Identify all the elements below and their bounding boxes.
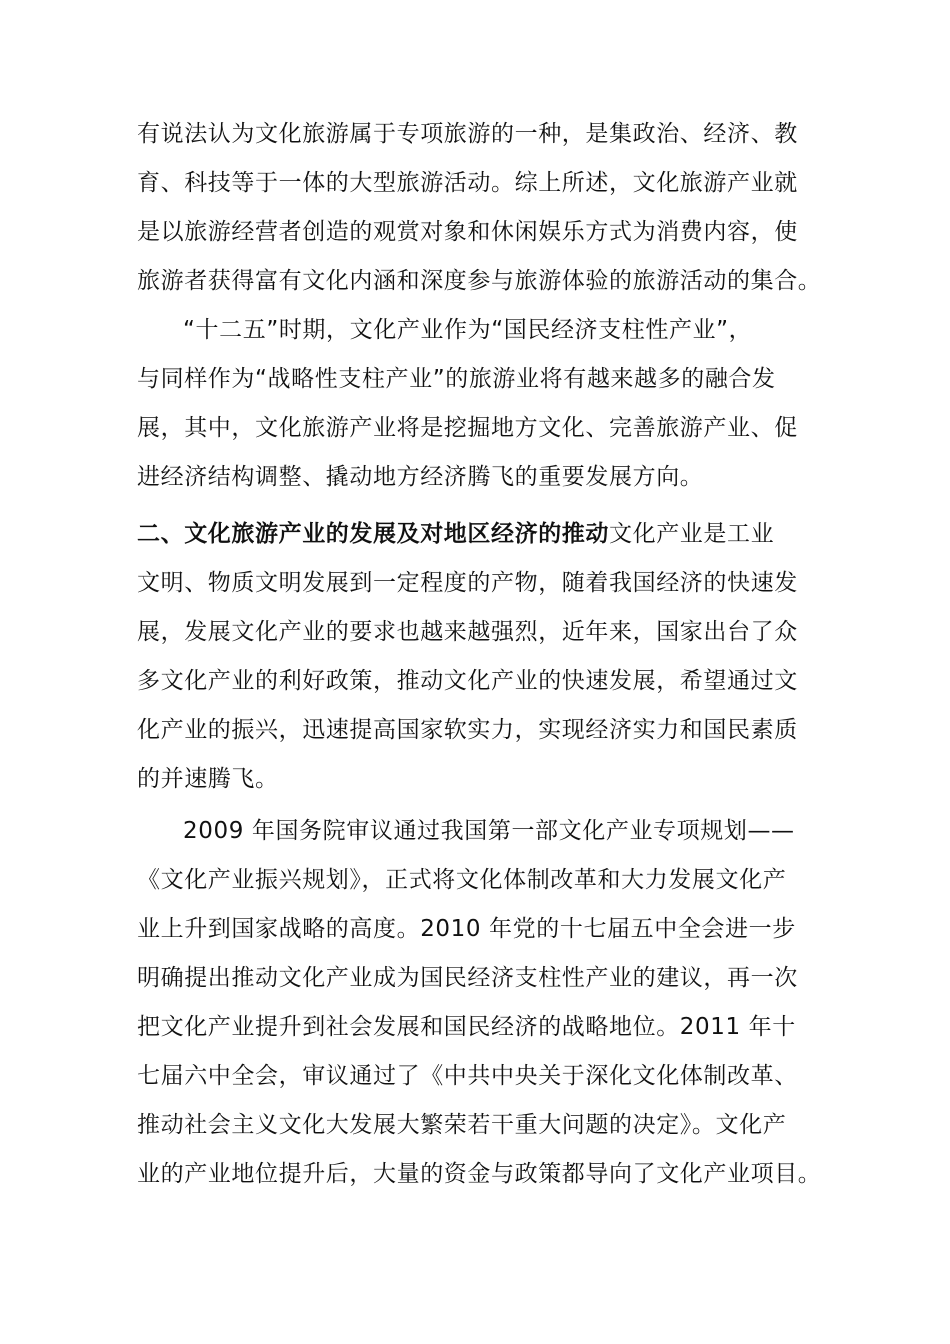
text-line <box>137 510 837 559</box>
text-line: 是以旅游经营者创造的观赏对象和休闲娱乐方式为消费内容，使 <box>137 219 798 245</box>
paragraph-twelfth-five-year <box>137 306 837 502</box>
paragraph-section-two <box>137 510 837 804</box>
paragraph-policy-history <box>137 807 837 1199</box>
text-line: 文明、物质文明发展到一定程度的产物，随着我国经济的快速发 <box>137 570 798 596</box>
text-line: 多文化产业的利好政策，推动文化产业的快速发展，希望通过文 <box>137 668 798 694</box>
text-line: 明确提出推动文化产业成为国民经济支柱性产业的建议，再一次 <box>137 965 798 991</box>
text-line: 七届六中全会，审议通过了《中共中央关于深化文化体制改革、 <box>137 1063 798 1089</box>
text-line: 把文化产业提升到社会发展和国民经济的战略地位。2011 年十 <box>137 1014 796 1040</box>
text-line: 有说法认为文化旅游属于专项旅游的一种，是集政治、经济、教 <box>137 121 798 147</box>
text-line: 与同样作为“战略性支柱产业”的旅游业将有越来越多的融合发 <box>137 366 776 392</box>
section-heading: 二、文化旅游产业的发展及对地区经济的推动 <box>137 521 609 547</box>
text-line: 化产业的振兴，迅速提高国家软实力，实现经济实力和国民素质 <box>137 717 798 743</box>
text-line: 展，其中，文化旅游产业将是挖掘地方文化、完善旅游产业、促 <box>137 415 798 441</box>
paragraph-cultural-tourism-definition <box>137 110 837 306</box>
text-line: 《文化产业振兴规划》，正式将文化体制改革和大力发展文化产 <box>137 867 787 893</box>
text-line: 业上升到国家战略的高度。2010 年党的十七届五中全会进一步 <box>137 916 796 942</box>
text-line: 2009 年国务院审议通过我国第一部文化产业专项规划—— <box>183 818 795 844</box>
text-line: “十二五”时期，文化产业作为“国民经济支柱性产业”， <box>183 317 753 343</box>
text-line: 展，发展文化产业的要求也越来越强烈，近年来，国家出台了众 <box>137 619 798 645</box>
text-line: 推动社会主义文化大发展大繁荣若干重大问题的决定》。文化产 <box>137 1112 787 1138</box>
text-line: 业的产业地位提升后，大量的资金与政策都导向了文化产业项目。 <box>137 1161 822 1187</box>
text-line: 的并速腾飞。 <box>137 766 279 792</box>
heading-line-continuation: 文化产业是工业 <box>609 521 775 547</box>
text-line: 进经济结构调整、撬动地方经济腾飞的重要发展方向。 <box>137 464 704 490</box>
text-line: 旅游者获得富有文化内涵和深度参与旅游体验的旅游活动的集合。 <box>137 268 822 294</box>
text-line: 育、科技等于一体的大型旅游活动。综上所述，文化旅游产业就 <box>137 170 798 196</box>
